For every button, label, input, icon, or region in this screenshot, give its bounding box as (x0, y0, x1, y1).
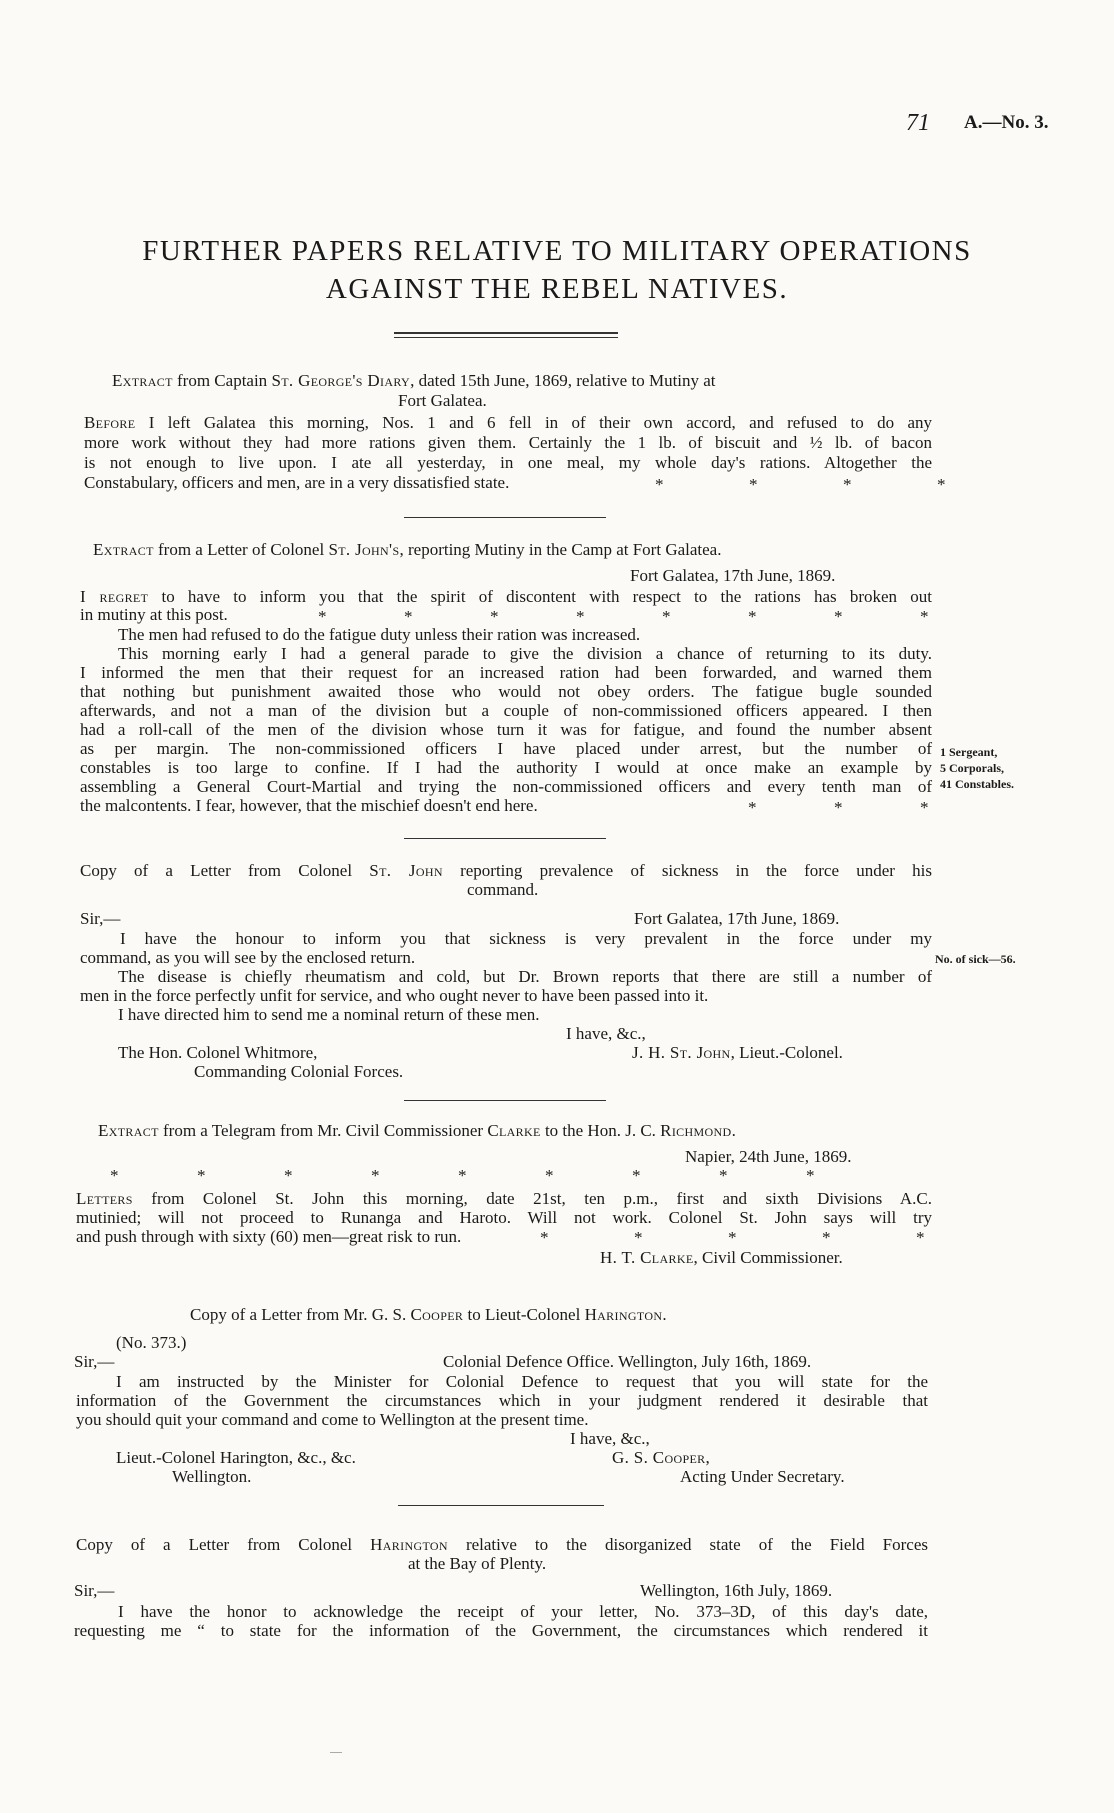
s5-heading: Copy of a Letter from Mr. G. S. Cooper to Lieut-Colonel Harington. (190, 1305, 667, 1324)
s5-closing: I have, &c., (570, 1429, 650, 1448)
s3-salutation: Sir,— (80, 909, 121, 928)
s4-dateline: Napier, 24th June, 1869. (685, 1147, 852, 1166)
s3-line-3: The disease is chiefly rheumatism and cold, but Dr. Brown reports that there are still a number of (118, 967, 932, 986)
page-title (0, 232, 1114, 308)
s5-addressee-2: Wellington. (172, 1467, 252, 1486)
title-rule-thin (394, 337, 618, 338)
s3-heading-line-2: command. (467, 880, 539, 899)
s1-paragraph-line-4: Constabulary, officers and men, are in a very dissatisfied state. (84, 473, 510, 492)
s2-heading: Extract from a Letter of Colonel St. John's, reporting Mutiny in the Camp at Fort Galatea. (93, 540, 722, 559)
s4-closing-stars: * * * * * (540, 1228, 925, 1247)
paper-reference: A.—No. 3. (964, 112, 1049, 133)
divider-5 (398, 1505, 604, 1506)
s2-line-1: I regret to have to inform you that the spirit of discontent with respect to the rations has broken out (80, 587, 932, 606)
s1-omission-stars: * * * * (655, 475, 946, 494)
s4-omission-stars: * * * * * * * * * (110, 1166, 815, 1185)
s5-signature-name: G. S. Cooper, (612, 1448, 711, 1467)
s5-dateline: Colonial Defence Office. Wellington, July 16th, 1869. (443, 1352, 812, 1371)
page-footer-mark (330, 1752, 342, 1753)
s2-line-8: had a roll-call of the men of the division whose turn it was for fatigue, and found the number absent (80, 720, 932, 739)
s2-line-10: constables is too large to confine. If I had the authority I would at once make an example by (80, 758, 932, 777)
title-rule (394, 332, 618, 334)
s2-line-3: The men had refused to do the fatigue duty unless their ration was increased. (118, 625, 641, 644)
s3-addressee-1: The Hon. Colonel Whitmore, (118, 1043, 318, 1062)
s5-line-2: information of the Government the circumstances which in your judgment rendered it desirable that (76, 1391, 928, 1410)
s3-heading: Copy of a Letter from Colonel St. John reporting prevalence of sickness in the force under his (80, 861, 932, 880)
s5-signature-title: Acting Under Secretary. (680, 1467, 845, 1486)
s1-paragraph-line-3: is not enough to live upon. I ate all yesterday, in one meal, my whole day's rations. Altogether the (84, 453, 932, 472)
s2-line-11: assembling a General Court-Martial and trying the non-commissioned officers and every tenth man of (80, 777, 932, 796)
s3-line-5: I have directed him to send me a nominal return of these men. (118, 1005, 540, 1024)
s3-signature: J. H. St. John, Lieut.-Colonel. (632, 1043, 843, 1062)
s3-line-1: I have the honour to inform you that sickness is very prevalent in the force under my (120, 929, 932, 948)
s6-salutation: Sir,— (74, 1581, 115, 1600)
s2-omission-stars: * * * * * * * * (318, 607, 929, 626)
s1-paragraph-line-1: Before I left Galatea this morning, Nos. 1 and 6 fell in of their own accord, and refused to do any (84, 413, 932, 432)
s5-salutation: Sir,— (74, 1352, 115, 1371)
page-number: 71 (906, 110, 930, 136)
s4-line-3: and push through with sixty (60) men—great risk to run. (76, 1227, 462, 1246)
s5-letter-number: (No. 373.) (116, 1333, 187, 1352)
s2-margin-note: 1 Sergeant, 5 Corporals, 41 Constables. (940, 745, 1015, 791)
s2-line-9: as per margin. The non-commissioned officers I have placed under arrest, but the number of (80, 739, 932, 758)
title-line-2: AGAINST THE REBEL NATIVES. (325, 273, 789, 305)
s2-closing-stars: * * * (748, 798, 929, 817)
s4-heading: Extract from a Telegram from Mr. Civil Commissioner Clarke to the Hon. J. C. Richmond. (98, 1121, 736, 1140)
s2-line-4: This morning early I had a general parade to give the division a chance of returning to its duty. (118, 644, 932, 663)
s1-heading: Extract from Captain St. George's Diary, dated 15th June, 1869, relative to Mutiny at (112, 371, 716, 390)
s3-closing: I have, &c., (566, 1024, 646, 1043)
s4-line-2: mutinied; will not proceed to Runanga and Haroto. Will not work. Colonel St. John says will try (76, 1208, 932, 1227)
s3-margin-note: No. of sick—56. (935, 952, 1016, 966)
divider-2 (404, 838, 606, 839)
s3-line-4: men in the force perfectly unfit for service, and who ought never to have been passed into it. (80, 986, 709, 1005)
s2-line-12: the malcontents. I fear, however, that the mischief doesn't end here. (80, 796, 538, 815)
s3-line-2: command, as you will see by the enclosed return. (80, 948, 416, 967)
s6-heading-line-2: at the Bay of Plenty. (408, 1554, 547, 1573)
s6-dateline: Wellington, 16th July, 1869. (640, 1581, 833, 1600)
s2-dateline: Fort Galatea, 17th June, 1869. (630, 566, 836, 585)
s2-line-5: I informed the men that their request for an increased ration had been forwarded, and warned them (80, 663, 932, 682)
title-line-1: FURTHER PAPERS RELATIVE TO MILITARY OPERATIONS (142, 235, 972, 267)
s6-line-1: I have the honor to acknowledge the receipt of your letter, No. 373–3D, of this day's date, (118, 1602, 928, 1621)
s2-line-2: in mutiny at this post. (80, 605, 228, 624)
s6-line-2: requesting me “ to state for the information of the Government, the circumstances which rendered it (74, 1621, 928, 1640)
s5-addressee-1: Lieut.-Colonel Harington, &c., &c. (116, 1448, 356, 1467)
s4-signature: H. T. Clarke, Civil Commissioner. (600, 1248, 843, 1267)
s4-line-1: Letters from Colonel St. John this morning, date 21st, ten p.m., first and sixth Divisions A.C. (76, 1189, 932, 1208)
divider-3 (404, 1100, 606, 1101)
s2-line-7: afterwards, and not a man of the division but a couple of non-commissioned officers appeared. I then (80, 701, 932, 720)
s1-heading-line-2: Fort Galatea. (398, 391, 487, 410)
s2-line-6: that nothing but punishment awaited those who would not obey orders. The fatigue bugle sounded (80, 682, 932, 701)
divider-1 (404, 517, 606, 518)
s5-line-1: I am instructed by the Minister for Colonial Defence to request that you will state for the (116, 1372, 928, 1391)
s6-heading: Copy of a Letter from Colonel Harington relative to the disorganized state of the Field Forces (76, 1535, 928, 1554)
s5-line-3: you should quit your command and come to Wellington at the present time. (76, 1410, 589, 1429)
s1-paragraph-line-2: more work without they had more rations given them. Certainly the 1 lb. of biscuit and ½ lb. of bacon (84, 433, 932, 452)
s3-dateline: Fort Galatea, 17th June, 1869. (634, 909, 840, 928)
s3-addressee-2: Commanding Colonial Forces. (194, 1062, 404, 1081)
